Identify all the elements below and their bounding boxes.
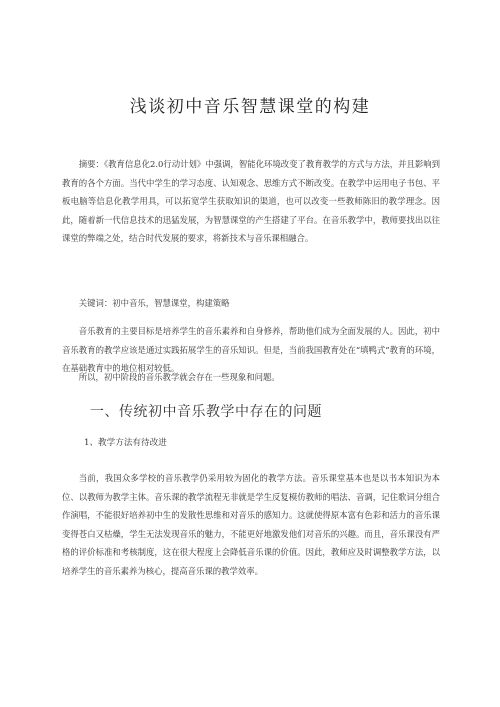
- transition-paragraph: 所以，初中阶段的音乐教学就会存在一些现象和问题。: [78, 372, 280, 382]
- section-heading: 一、传统初中音乐教学中存在的问题: [90, 404, 322, 420]
- abstract-paragraph: 摘要：《教育信息化2.0行动计划》中强调，智能化环境改变了教育教学的方式与方法，并且影响到教育的各个方面。当代中学生的学习态度、认知观念、思维方式不断改变。在教学中运用电子书包、平板电脑等信息化教学用具，可以拓宽学生获取知识的渠道，也可以改变一些教师陈旧的教学理念。因此，随着新一代信息技术的迅猛发展，为智慧课堂的产生搭建了平台。在音乐教学中，教师要找出以往课堂的弊端之处，结合时代发展的要求，将新技术与音乐课相融合。: [62, 159, 440, 244]
- document-title: 浅谈初中音乐智慧课堂的构建: [129, 97, 371, 117]
- subsection-paragraph: 当前，我国众多学校的音乐教学仍采用较为固化的教学方法。音乐课堂基本也是以书本知识为本位、以教师为教学主体。音乐课的教学流程无非就是学生反复模仿教师的唱法、音调，记住歌词分组合作演唱，不能很好培养初中生的发散性思维和对音乐的感知力。这就使得原本富有色彩和活力的音乐课变得苍白又枯燥，学生无法发现音乐的魅力，不能更好地激发他们对音乐的兴趣。而且，音乐课没有严格的评价标准和考核制度，这在很大程度上会降低音乐课的价值。因此，教师应及时调整教学方法，以培养学生的音乐素养为核心，提高音乐课的教学效率。: [62, 473, 440, 576]
- keywords-line: 关键词：初中音乐，智慧课堂，构建策略: [78, 298, 230, 308]
- intro-paragraph: 音乐教育的主要目标是培养学生的音乐素养和自身修养，帮助他们成为全面发展的人。因此，初中音乐教育的教学应该是通过实践拓展学生的音乐知识。但是，当前我国教育处在“填鸭式”教育的环境，在基础教育中的地位相对较低。: [62, 326, 440, 374]
- subsection-heading: 1、教学方法有待改进: [84, 438, 167, 448]
